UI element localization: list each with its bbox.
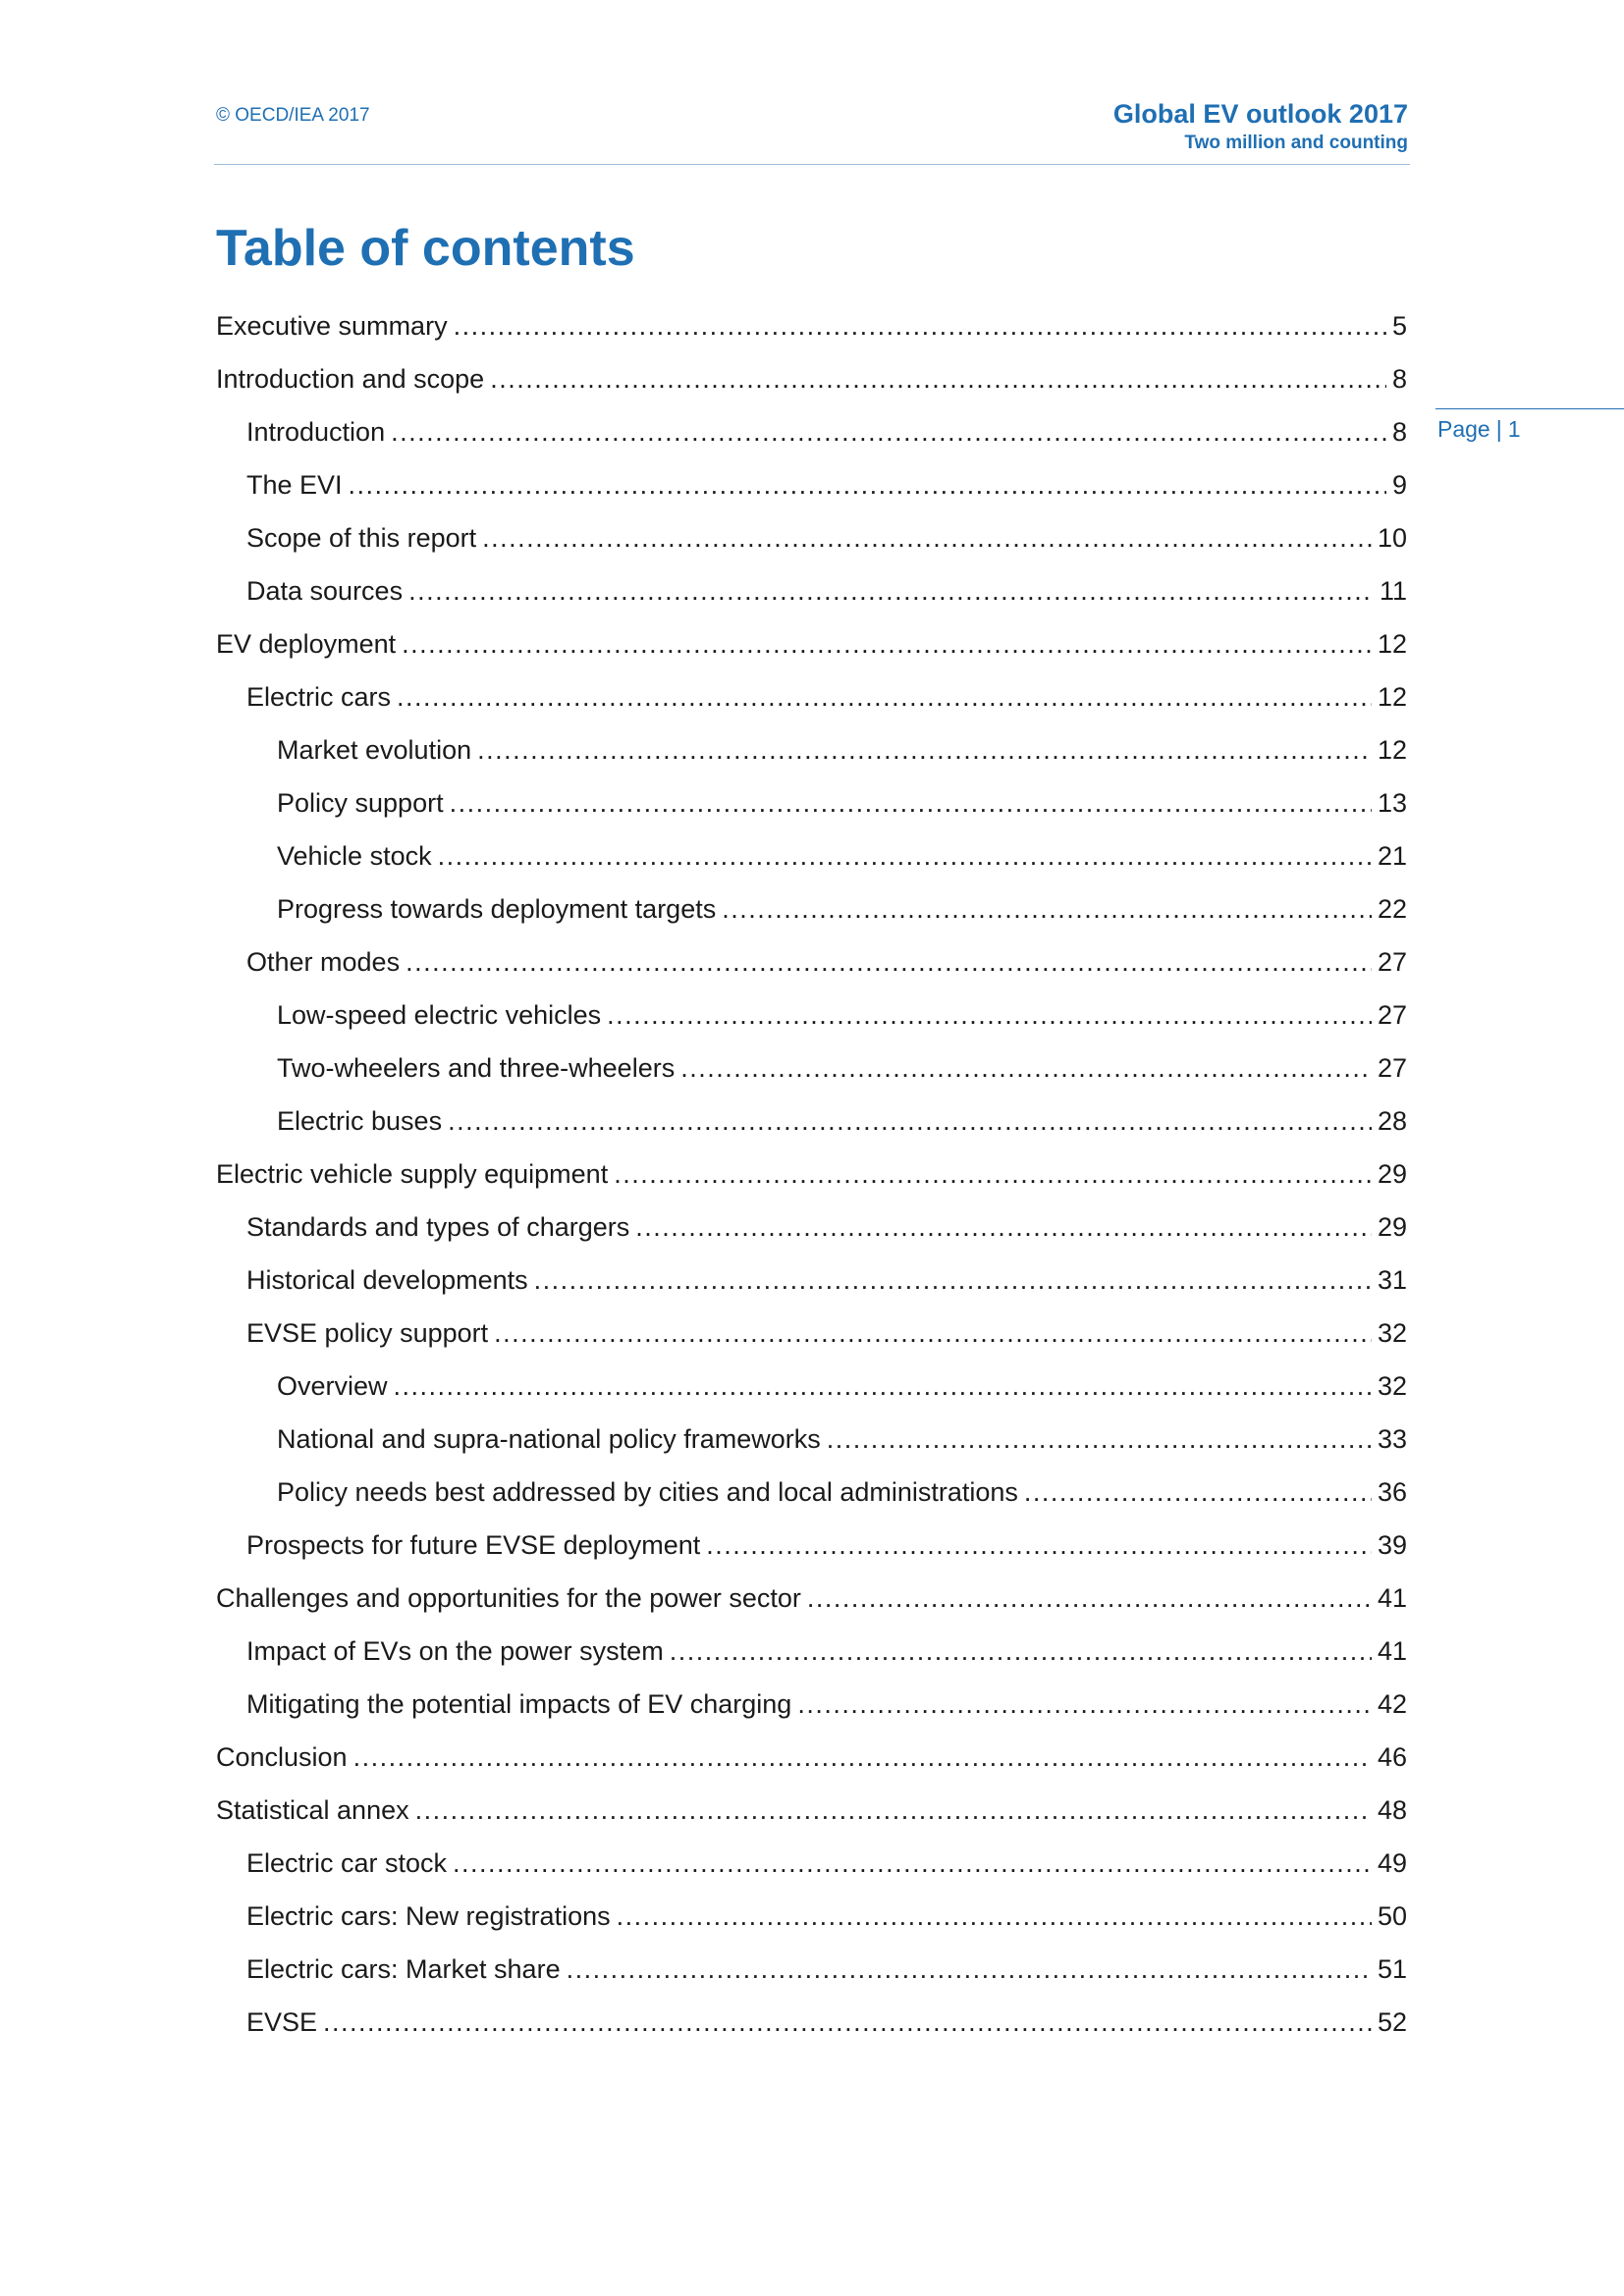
document-subtitle: Two million and counting — [1184, 133, 1408, 153]
toc-dot-leader — [448, 1101, 1372, 1141]
toc-entry-page-number[interactable]: 49 — [1377, 1848, 1407, 1878]
toc-entry[interactable] — [216, 1313, 1407, 1366]
toc-entry-page-number[interactable]: 12 — [1377, 682, 1407, 712]
toc-entry-title[interactable]: Market evolution — [277, 735, 472, 765]
toc-dot-leader — [323, 2002, 1372, 2042]
toc-entry[interactable] — [216, 1048, 1407, 1101]
table-of-contents — [216, 306, 1407, 2056]
document-title: Global EV outlook 2017 — [1112, 99, 1408, 129]
toc-entry-title[interactable]: Electric cars — [246, 682, 392, 712]
toc-dot-leader — [391, 412, 1386, 452]
toc-entry-page-number[interactable]: 46 — [1377, 1742, 1407, 1772]
toc-entry-page-number[interactable]: 33 — [1377, 1424, 1407, 1454]
toc-dot-leader — [635, 1207, 1372, 1247]
toc-entry[interactable] — [216, 1578, 1407, 1631]
toc-entry-page-number[interactable]: 12 — [1377, 735, 1407, 765]
toc-entry-title[interactable]: Scope of this report — [246, 523, 477, 553]
toc-entry-title[interactable]: Historical developments — [246, 1265, 528, 1295]
toc-entry-title[interactable]: EVSE policy support — [246, 1318, 489, 1348]
toc-entry-page-number[interactable]: 8 — [1391, 417, 1407, 447]
toc-entry-title[interactable]: Challenges and opportunities for the power sector — [216, 1583, 801, 1613]
toc-entry-title[interactable]: Executive summary — [216, 311, 448, 341]
toc-entry-page-number[interactable]: 12 — [1377, 629, 1407, 659]
page-title: Table of contents — [216, 220, 635, 277]
toc-entry-page-number[interactable]: 29 — [1377, 1159, 1407, 1189]
document-title-block — [1113, 97, 1408, 156]
toc-entry[interactable] — [216, 836, 1407, 889]
toc-dot-leader — [722, 889, 1372, 929]
page-separator: | — [1495, 416, 1502, 442]
toc-entry[interactable] — [216, 571, 1407, 624]
page-number: 1 — [1507, 416, 1521, 442]
toc-entry-page-number[interactable]: 39 — [1377, 1530, 1407, 1560]
toc-entry-page-number[interactable]: 32 — [1377, 1318, 1407, 1348]
toc-entry-page-number[interactable]: 9 — [1391, 470, 1407, 500]
toc-entry[interactable] — [216, 624, 1407, 677]
toc-entry[interactable] — [216, 412, 1407, 465]
toc-entry[interactable] — [216, 1260, 1407, 1313]
toc-entry[interactable] — [216, 306, 1407, 359]
toc-entry-page-number[interactable]: 29 — [1377, 1212, 1407, 1242]
toc-entry[interactable] — [216, 730, 1407, 783]
toc-dot-leader — [406, 942, 1372, 982]
toc-dot-leader — [397, 677, 1372, 717]
toc-entry-title[interactable]: EVSE — [246, 2007, 318, 2037]
toc-dot-leader — [490, 359, 1386, 399]
toc-entry-page-number[interactable]: 5 — [1391, 311, 1407, 341]
toc-dot-leader — [1024, 1472, 1372, 1512]
toc-entry[interactable] — [216, 1684, 1407, 1737]
toc-entry-title[interactable]: EV deployment — [216, 629, 397, 659]
toc-entry-title[interactable]: Introduction and scope — [216, 364, 485, 394]
toc-dot-leader — [534, 1260, 1372, 1300]
toc-entry[interactable] — [216, 1843, 1407, 1896]
toc-entry[interactable] — [216, 1790, 1407, 1843]
toc-entry[interactable] — [216, 677, 1407, 730]
toc-entry-page-number[interactable]: 11 — [1379, 576, 1407, 606]
toc-entry-title[interactable]: Low-speed electric vehicles — [277, 1000, 602, 1030]
toc-entry-title[interactable]: Mitigating the potential impacts of EV charging — [246, 1689, 792, 1719]
page-number-label — [1437, 416, 1521, 443]
toc-entry-title[interactable]: Electric cars: New registrations — [246, 1901, 611, 1931]
toc-entry[interactable] — [216, 1472, 1407, 1525]
toc-entry-page-number[interactable]: 8 — [1391, 364, 1407, 394]
toc-dot-leader — [402, 624, 1372, 664]
toc-entry-title[interactable]: Overview — [277, 1371, 388, 1401]
page-word: Page — [1437, 416, 1490, 442]
toc-entry-page-number[interactable]: 52 — [1377, 2007, 1407, 2037]
toc-entry-title[interactable]: Impact of EVs on the power system — [246, 1636, 664, 1666]
toc-entry[interactable] — [216, 1949, 1407, 2002]
toc-entry-title[interactable]: Introduction — [246, 417, 386, 447]
toc-entry-title[interactable]: The EVI — [246, 470, 343, 500]
toc-entry[interactable] — [216, 1154, 1407, 1207]
toc-dot-leader — [706, 1525, 1372, 1565]
toc-dot-leader — [453, 1843, 1372, 1883]
toc-entry-page-number[interactable]: 10 — [1377, 523, 1407, 553]
toc-entry-title[interactable]: Policy support — [277, 788, 444, 818]
toc-entry-title[interactable]: Statistical annex — [216, 1795, 409, 1825]
toc-entry-page-number[interactable]: 36 — [1377, 1477, 1407, 1507]
toc-entry[interactable] — [216, 1207, 1407, 1260]
toc-entry-title[interactable]: Policy needs best addressed by cities and local administrations — [277, 1477, 1018, 1507]
toc-entry[interactable] — [216, 518, 1407, 571]
toc-entry[interactable] — [216, 1366, 1407, 1419]
toc-entry-title[interactable]: Electric car stock — [246, 1848, 448, 1878]
toc-entry[interactable] — [216, 1737, 1407, 1790]
toc-entry-page-number[interactable]: 27 — [1377, 1053, 1407, 1083]
toc-entry[interactable] — [216, 1896, 1407, 1949]
toc-entry-page-number[interactable]: 31 — [1377, 1265, 1407, 1295]
toc-entry-title[interactable]: Electric cars: Market share — [246, 1954, 561, 1984]
toc-entry[interactable] — [216, 995, 1407, 1048]
toc-dot-leader — [349, 465, 1386, 505]
toc-entry-page-number[interactable]: 48 — [1377, 1795, 1407, 1825]
header-divider — [214, 164, 1410, 165]
toc-entry-title[interactable]: Electric vehicle supply equipment — [216, 1159, 609, 1189]
toc-entry[interactable] — [216, 1419, 1407, 1472]
toc-dot-leader — [353, 1737, 1372, 1777]
toc-entry-page-number[interactable]: 28 — [1377, 1106, 1407, 1136]
toc-entry-title[interactable]: Data sources — [246, 576, 404, 606]
toc-dot-leader — [617, 1896, 1372, 1936]
toc-entry[interactable] — [216, 2002, 1407, 2056]
toc-dot-leader — [394, 1366, 1372, 1406]
toc-entry-page-number[interactable]: 41 — [1377, 1636, 1407, 1666]
page-number-divider — [1435, 408, 1624, 409]
toc-entry-page-number[interactable]: 50 — [1377, 1901, 1407, 1931]
toc-entry[interactable] — [216, 359, 1407, 412]
toc-entry-page-number[interactable]: 13 — [1377, 788, 1407, 818]
toc-dot-leader — [454, 306, 1386, 346]
toc-entry-page-number[interactable]: 51 — [1377, 1954, 1407, 1984]
toc-entry-page-number[interactable]: 32 — [1377, 1371, 1407, 1401]
toc-entry-page-number[interactable]: 42 — [1377, 1689, 1407, 1719]
toc-entry[interactable] — [216, 889, 1407, 942]
toc-entry[interactable] — [216, 1525, 1407, 1578]
toc-dot-leader — [607, 995, 1372, 1035]
toc-entry-page-number[interactable]: 21 — [1377, 841, 1407, 871]
toc-dot-leader — [680, 1048, 1372, 1088]
toc-entry-page-number[interactable]: 27 — [1377, 1000, 1407, 1030]
toc-entry[interactable] — [216, 1101, 1407, 1154]
toc-entry-title[interactable]: Prospects for future EVSE deployment — [246, 1530, 701, 1560]
toc-entry-title[interactable]: Standards and types of chargers — [246, 1212, 630, 1242]
toc-entry[interactable] — [216, 783, 1407, 836]
toc-entry-title[interactable]: Electric buses — [277, 1106, 443, 1136]
toc-dot-leader — [614, 1154, 1372, 1194]
toc-entry[interactable] — [216, 942, 1407, 995]
toc-dot-leader — [438, 836, 1372, 876]
toc-dot-leader — [797, 1684, 1372, 1724]
toc-entry-title[interactable]: Progress towards deployment targets — [277, 894, 717, 924]
toc-dot-leader — [415, 1790, 1372, 1830]
toc-entry-title[interactable]: National and supra-national policy frameworks — [277, 1424, 821, 1454]
toc-dot-leader — [482, 518, 1372, 558]
toc-dot-leader — [670, 1631, 1372, 1671]
toc-dot-leader — [827, 1419, 1372, 1459]
toc-entry[interactable] — [216, 1631, 1407, 1684]
toc-entry-title[interactable]: Other modes — [246, 947, 401, 977]
toc-dot-leader — [807, 1578, 1372, 1618]
toc-dot-leader — [450, 783, 1372, 823]
copyright-notice: © OECD/IEA 2017 — [216, 105, 370, 126]
toc-entry-page-number[interactable]: 27 — [1377, 947, 1407, 977]
toc-entry[interactable] — [216, 465, 1407, 518]
toc-dot-leader — [477, 730, 1372, 770]
toc-entry-title[interactable]: Conclusion — [216, 1742, 348, 1772]
toc-dot-leader — [567, 1949, 1372, 1989]
toc-entry-page-number[interactable]: 41 — [1377, 1583, 1407, 1613]
toc-entry-title[interactable]: Vehicle stock — [277, 841, 432, 871]
toc-dot-leader — [494, 1313, 1372, 1353]
toc-entry-page-number[interactable]: 22 — [1377, 894, 1407, 924]
toc-entry-title[interactable]: Two-wheelers and three-wheelers — [277, 1053, 676, 1083]
toc-dot-leader — [408, 571, 1374, 611]
